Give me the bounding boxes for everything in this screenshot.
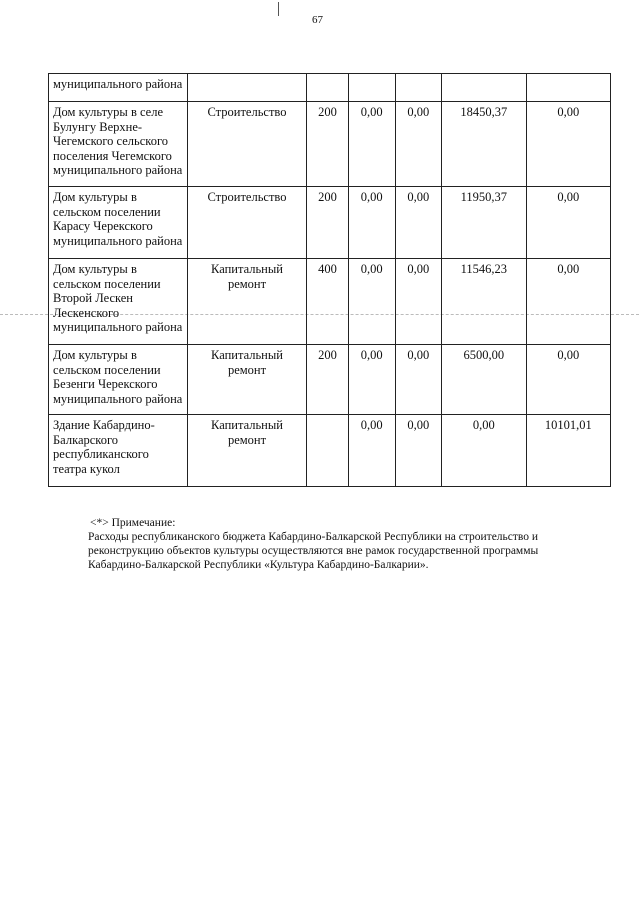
value-cell: [526, 74, 610, 102]
capacity-cell: 200: [307, 187, 349, 259]
value-cell: 0,00: [348, 187, 395, 259]
value-cell: 11950,37: [442, 187, 526, 259]
object-name-cell: муниципального района: [49, 74, 188, 102]
capacity-cell: [307, 74, 349, 102]
capacity-cell: 200: [307, 102, 349, 187]
work-type-cell: Строительство: [188, 102, 307, 187]
value-cell: 18450,37: [442, 102, 526, 187]
value-cell: 0,00: [395, 415, 442, 487]
value-cell: [395, 74, 442, 102]
value-cell: 0,00: [442, 415, 526, 487]
value-cell: 0,00: [348, 345, 395, 415]
value-cell: 0,00: [526, 187, 610, 259]
work-type-cell: [188, 74, 307, 102]
value-cell: 0,00: [348, 102, 395, 187]
page-number: 67: [312, 14, 323, 26]
value-cell: 11546,23: [442, 259, 526, 345]
scan-mark: [278, 2, 281, 16]
footnote: [88, 516, 588, 572]
object-name-cell: Дом культуры в селе Булунгу Верхне-Чегемского сельского поселения Чегемского муниципального района: [49, 102, 188, 187]
value-cell: 0,00: [348, 259, 395, 345]
value-cell: [442, 74, 526, 102]
value-cell: 0,00: [395, 345, 442, 415]
value-cell: 0,00: [395, 102, 442, 187]
value-cell: [348, 74, 395, 102]
table-row: [49, 187, 611, 259]
work-type-cell: Строительство: [188, 187, 307, 259]
capacity-cell: [307, 415, 349, 487]
value-cell: 0,00: [526, 345, 610, 415]
table-row: [49, 345, 611, 415]
value-cell: 0,00: [348, 415, 395, 487]
table-row: [49, 415, 611, 487]
value-cell: 0,00: [526, 102, 610, 187]
object-name-cell: Дом культуры в сельском поселении Безенги Черекского муниципального района: [49, 345, 188, 415]
object-name-cell: Здание Кабардино-Балкарского республиканского театра кукол: [49, 415, 188, 487]
capacity-cell: 400: [307, 259, 349, 345]
value-cell: 0,00: [395, 187, 442, 259]
object-name-cell: Дом культуры в сельском поселении Карасу Черекского муниципального района: [49, 187, 188, 259]
value-cell: 0,00: [395, 259, 442, 345]
table-row: [49, 74, 611, 102]
culture-objects-table: [48, 73, 611, 487]
object-name-cell: Дом культуры в сельском поселении Второй Лескен Лескенского муниципального района: [49, 259, 188, 345]
value-cell: 10101,01: [526, 415, 610, 487]
table-row: [49, 259, 611, 345]
value-cell: 0,00: [526, 259, 610, 345]
footnote-text: Расходы республиканского бюджета Кабардино-Балкарской Республики на строительство и реконструкцию объектов культуры осуществляются вне рамок государственной программы Кабардино-Балкарской Республики «Культура Кабардино-Балкарии».: [88, 531, 539, 571]
value-cell: 6500,00: [442, 345, 526, 415]
work-type-cell: Капитальный ремонт: [188, 345, 307, 415]
work-type-cell: Капитальный ремонт: [188, 415, 307, 487]
work-type-cell: Капитальный ремонт: [188, 259, 307, 345]
table-row: [49, 102, 611, 187]
footnote-title: <*> Примечание:: [90, 517, 176, 529]
capacity-cell: 200: [307, 345, 349, 415]
